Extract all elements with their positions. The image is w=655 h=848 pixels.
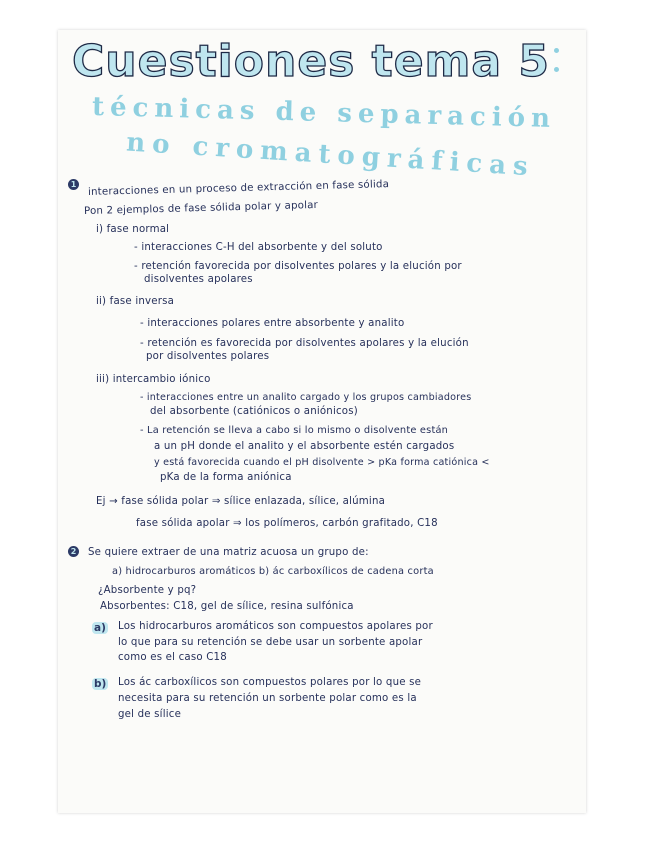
q2-answer-b-line-3: gel de sílice [118,709,182,720]
q1-iii-item-2-line-1: - La retención se lleva a cabo si lo mismo o disolvente están [140,425,449,436]
q2-answer-b-line-1: Los ác carboxílicos son compuestos polares por lo que se [118,677,422,688]
answer-a-badge: a) [94,622,106,634]
q1-iii-heading: iii) intercambio iónico [96,374,211,385]
q2-question-line-1: Se quiere extraer de una matriz acuosa un grupo de: [88,547,369,558]
page-title: Cuestiones tema 5 [72,36,551,87]
title-colon-decoration [552,44,562,84]
q1-examples-line-1: Ej → fase sólida polar ⇒ sílice enlazada, sílice, alúmina [96,496,386,507]
q2-question-line-2: a) hidrocarburos aromáticos b) ác carboxílicos de cadena corta [112,566,434,577]
q1-iii-item-2-line-4: pKa de la forma aniónica [160,472,292,483]
q1-question-line-2: Pon 2 ejemplos de fase sólida polar y apolar [83,199,319,218]
question-1-number: 1 [68,179,79,190]
q1-question-line-1: interacciones en un proceso de extracción en fase sólida [87,179,390,198]
q2-answer-a-line-2: lo que para su retención se debe usar un sorbente apolar [118,637,423,648]
answer-b-badge: b) [94,678,107,690]
q1-i-item-2-line-1: - retención favorecida por disolventes polares y la elución por [134,261,462,272]
subtitle-line-1: técnicas de separación [91,91,557,135]
q2-answer-a-line-3: como es el caso C18 [118,652,227,663]
q2-answer-a-line-1: Los hidrocarburos aromáticos son compuestos apolares por [118,621,433,632]
q1-i-item-2-line-2: disolventes apolares [144,274,253,285]
q1-ii-item-2-line-2: por disolventes polares [146,351,270,362]
q1-ii-item-1: - interacciones polares entre absorbente y analito [140,318,405,329]
q1-iii-item-1-line-2: del absorbente (catiónicos o aniónicos) [150,406,358,417]
q1-ii-item-2-line-1: - retención es favorecida por disolventes apolares y la elución [140,338,469,349]
q1-iii-item-1-line-1: - interacciones entre un analito cargado y los grupos cambiadores [140,392,472,403]
q1-ii-heading: ii) fase inversa [96,296,175,307]
q1-iii-item-2-line-2: a un pH donde el analito y el absorbente estén cargados [154,441,455,452]
q1-iii-item-2-line-3: y está favorecida cuando el pH disolvente > pKa forma catiónica < [154,457,490,468]
q1-i-item-1: - interacciones C-H del absorbente y del soluto [134,242,383,253]
q2-question-line-3: ¿Absorbente y pq? [98,585,197,596]
q1-examples-line-2: fase sólida apolar ⇒ los polímeros, carbón grafitado, C18 [136,518,438,529]
q2-absorbents: Absorbentes: C18, gel de sílice, resina sulfónica [100,601,354,612]
q2-answer-b-line-2: necesita para su retención un sorbente polar como es la [118,693,417,704]
q1-i-heading: i) fase normal [96,224,170,235]
question-2-number: 2 [68,546,79,557]
subtitle-line-2: no cromatográficas [125,127,536,183]
